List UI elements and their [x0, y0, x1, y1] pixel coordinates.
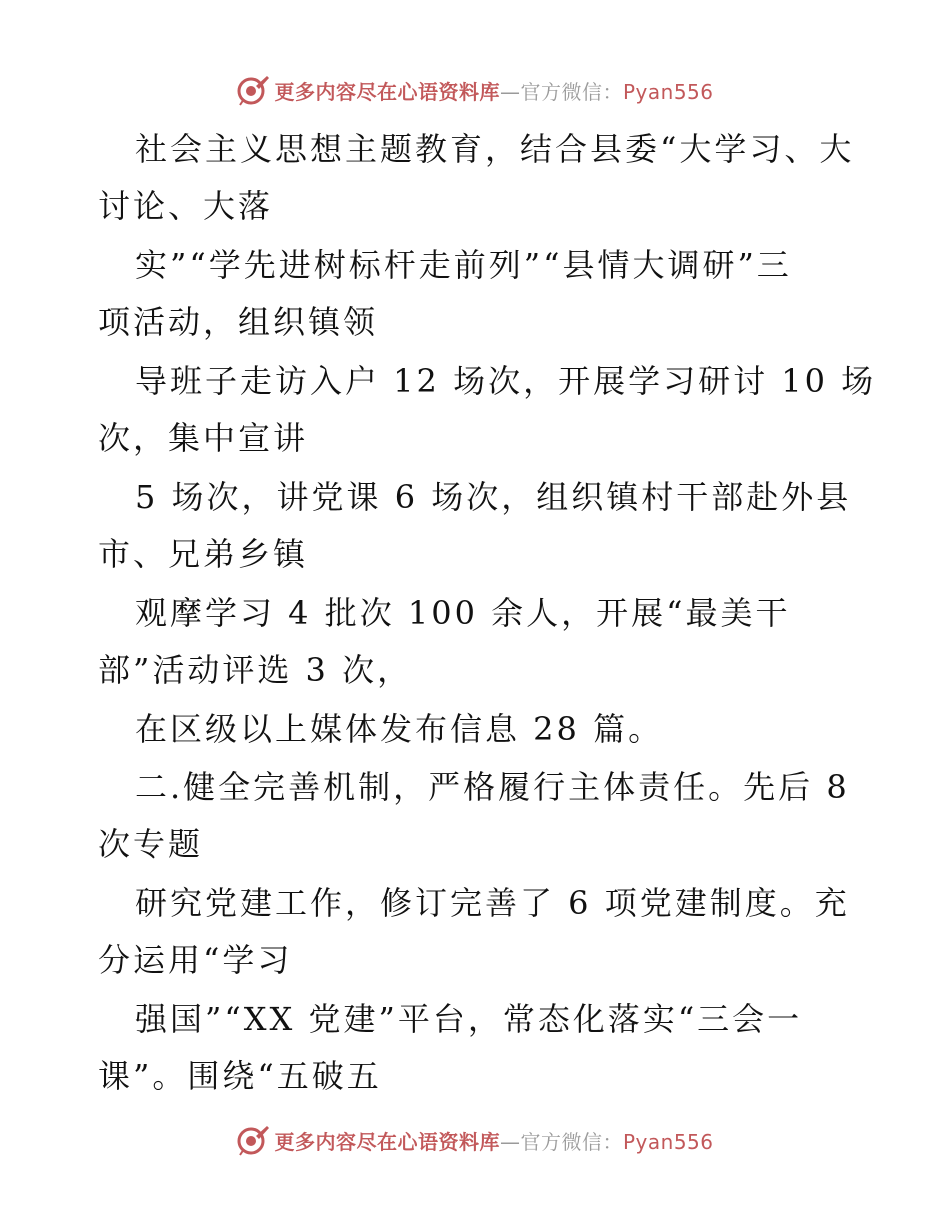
body-line: 讨论、大落: [98, 187, 274, 225]
header-banner: [0, 70, 950, 110]
banner-text: [274, 76, 713, 105]
body-line: 部”活动评选 3 次，: [98, 651, 413, 689]
footer-banner: [0, 1120, 950, 1160]
body-line: 实”“学先进树标杆走前列”“县情大调研”三: [135, 246, 792, 284]
banner-wechat-id: Pyan556: [622, 1129, 714, 1154]
body-line: 分运用“学习: [98, 941, 293, 979]
body-line: 市、兄弟乡镇: [98, 535, 309, 573]
body-line: 5 场次，讲党课 6 场次，组织镇村干部赴外县: [135, 478, 852, 516]
body-line: 二.健全完善机制，严格履行主体责任。先后 8: [135, 768, 850, 806]
body-line: 次，集中宣讲: [98, 419, 309, 457]
pen-logo-icon: [236, 1123, 270, 1157]
body-line: 导班子走访入户 12 场次，开展学习研讨 10 场: [135, 362, 877, 400]
banner-site-text: 更多内容尽在心语资料库: [274, 79, 500, 104]
banner-wechat-id: Pyan556: [622, 79, 714, 104]
body-line: 课”。围绕“五破五: [98, 1057, 382, 1095]
pen-logo-icon: [236, 73, 270, 107]
body-line: 次专题: [98, 825, 204, 863]
body-line: 强国”“XX 党建”平台，常态化落实“三会一: [135, 1000, 803, 1038]
body-line: 研究党建工作，修订完善了 6 项党建制度。充: [135, 884, 850, 922]
banner-text: [274, 1126, 713, 1155]
banner-dash-text: —官方微信：: [499, 1129, 623, 1154]
body-line: 社会主义思想主题教育，结合县委“大学习、大: [135, 130, 855, 168]
body-line: 观摩学习 4 批次 100 余人，开展“最美干: [135, 594, 791, 632]
body-line: 项活动，组织镇领: [98, 303, 379, 341]
banner-dash-text: —官方微信：: [499, 79, 623, 104]
banner-site-text: 更多内容尽在心语资料库: [274, 1129, 500, 1154]
body-line: 在区级以上媒体发布信息 28 篇。: [135, 710, 664, 748]
